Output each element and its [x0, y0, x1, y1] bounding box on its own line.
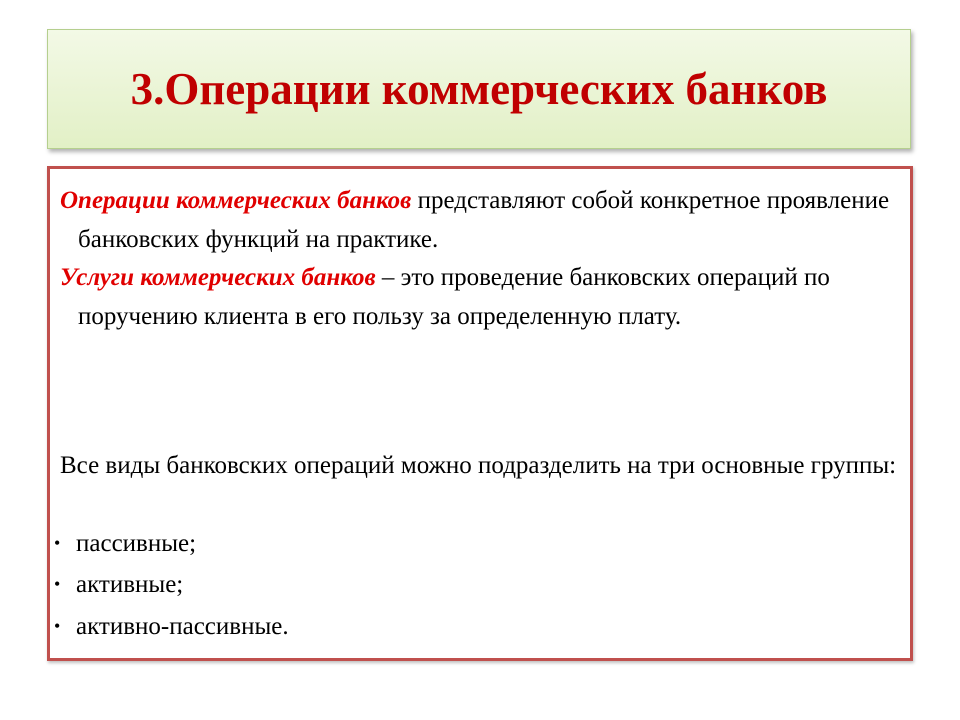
term: Операции коммерческих банков	[60, 187, 412, 214]
definition-operations	[60, 181, 918, 259]
bullet-item: • активно-пассивные.	[54, 613, 289, 640]
intro-text: Все виды банковских операций можно подразделить на три основные группы:	[60, 452, 897, 479]
bullet-item: • активные;	[54, 571, 184, 598]
definition-services	[60, 258, 918, 336]
title-box	[47, 29, 911, 149]
term: Услуги коммерческих банков	[60, 264, 376, 291]
bullet-item: • пассивные;	[54, 530, 197, 557]
slide-title: 3.Операции коммерческих банков	[130, 64, 828, 114]
content-box	[47, 166, 913, 661]
definition-text: – это проведение банковских операций по поручению клиента в его пользу за определенную плату.	[78, 264, 830, 330]
definition-text: представляют собой конкретное проявление банковских функций на практике.	[78, 187, 890, 253]
